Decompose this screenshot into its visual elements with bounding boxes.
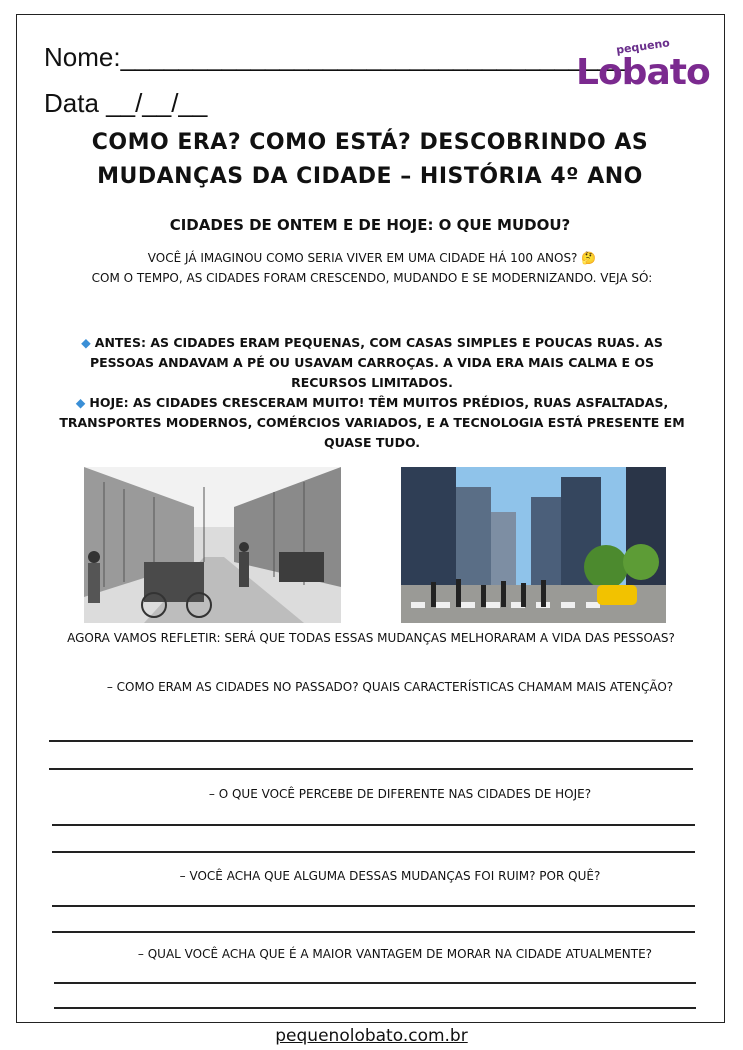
- diamond-icon: ◆: [81, 335, 91, 350]
- name-field-label: Nome:___________________________________: [44, 42, 627, 72]
- answer-line[interactable]: [49, 740, 693, 742]
- answer-line[interactable]: [52, 824, 695, 826]
- title-line-1: COMO ERA? COMO ESTÁ? DESCOBRINDO AS: [91, 130, 649, 155]
- date-field-label: Data __/__/__: [44, 88, 208, 118]
- modern-city-image: [401, 467, 666, 623]
- logo-big-text: Lobato: [576, 52, 710, 93]
- intro-paragraph: [52, 248, 692, 288]
- bullet-list: [52, 333, 692, 453]
- intro-line-1: VOCÊ JÁ IMAGINOU COMO SERIA VIVER EM UMA CIDADE HÁ 100 ANOS? 🤔: [147, 251, 597, 265]
- page-title: [60, 126, 680, 194]
- answer-line[interactable]: [52, 931, 695, 933]
- answer-line[interactable]: [54, 982, 696, 984]
- bullet-antes-text: ANTES: AS CIDADES ERAM PEQUENAS, COM CASAS SIMPLES E POUCAS RUAS. AS PESSOAS ANDAVAM A PÉ OU USAVAM CARROÇAS. A VIDA ERA MAIS CALMA E OS RECURSOS LIMITADOS.: [89, 335, 663, 390]
- question-2: – O QUE VOCÊ PERCEBE DE DIFERENTE NAS CIDADES DE HOJE?: [208, 787, 592, 801]
- bullet-hoje-text: HOJE: AS CIDADES CRESCERAM MUITO! TÊM MUITOS PRÉDIOS, RUAS ASFALTADAS, TRANSPORTES MODERNOS, COMÉRCIOS VARIADOS, E A TECNOLOGIA ESTÁ PRESENTE EM QUASE TUDO.: [59, 395, 685, 450]
- brand-logo: [576, 36, 711, 98]
- reflect-paragraph: AGORA VAMOS REFLETIR: SERÁ QUE TODAS ESSAS MUDANÇAS MELHORARAM A VIDA DAS PESSOAS?: [67, 631, 675, 645]
- answer-line[interactable]: [49, 768, 693, 770]
- logo-small-text: pequeno: [615, 36, 671, 57]
- diamond-icon: ◆: [75, 395, 86, 410]
- question-1: – COMO ERAM AS CIDADES NO PASSADO? QUAIS CARACTERÍSTICAS CHAMAM MAIS ATENÇÃO?: [106, 680, 674, 694]
- answer-line[interactable]: [54, 1007, 696, 1009]
- footer-website-link[interactable]: pequenolobato.com.br: [275, 1026, 468, 1046]
- intro-line-2: COM O TEMPO, AS CIDADES FORAM CRESCENDO, MUDANDO E SE MODERNIZANDO. VEJA SÓ:: [91, 271, 653, 285]
- bullet-hoje: [52, 393, 692, 453]
- question-3: – VOCÊ ACHA QUE ALGUMA DESSAS MUDANÇAS FOI RUIM? POR QUÊ?: [179, 869, 601, 883]
- answer-line[interactable]: [52, 905, 695, 907]
- old-city-image: [84, 467, 341, 623]
- title-line-2: MUDANÇAS DA CIDADE – HISTÓRIA 4º ANO: [97, 164, 643, 189]
- bullet-antes: [52, 333, 692, 393]
- answer-line[interactable]: [52, 851, 695, 853]
- section-subtitle: CIDADES DE ONTEM E DE HOJE: O QUE MUDOU?: [169, 216, 571, 234]
- question-4: – QUAL VOCÊ ACHA QUE É A MAIOR VANTAGEM DE MORAR NA CIDADE ATUALMENTE?: [137, 947, 653, 961]
